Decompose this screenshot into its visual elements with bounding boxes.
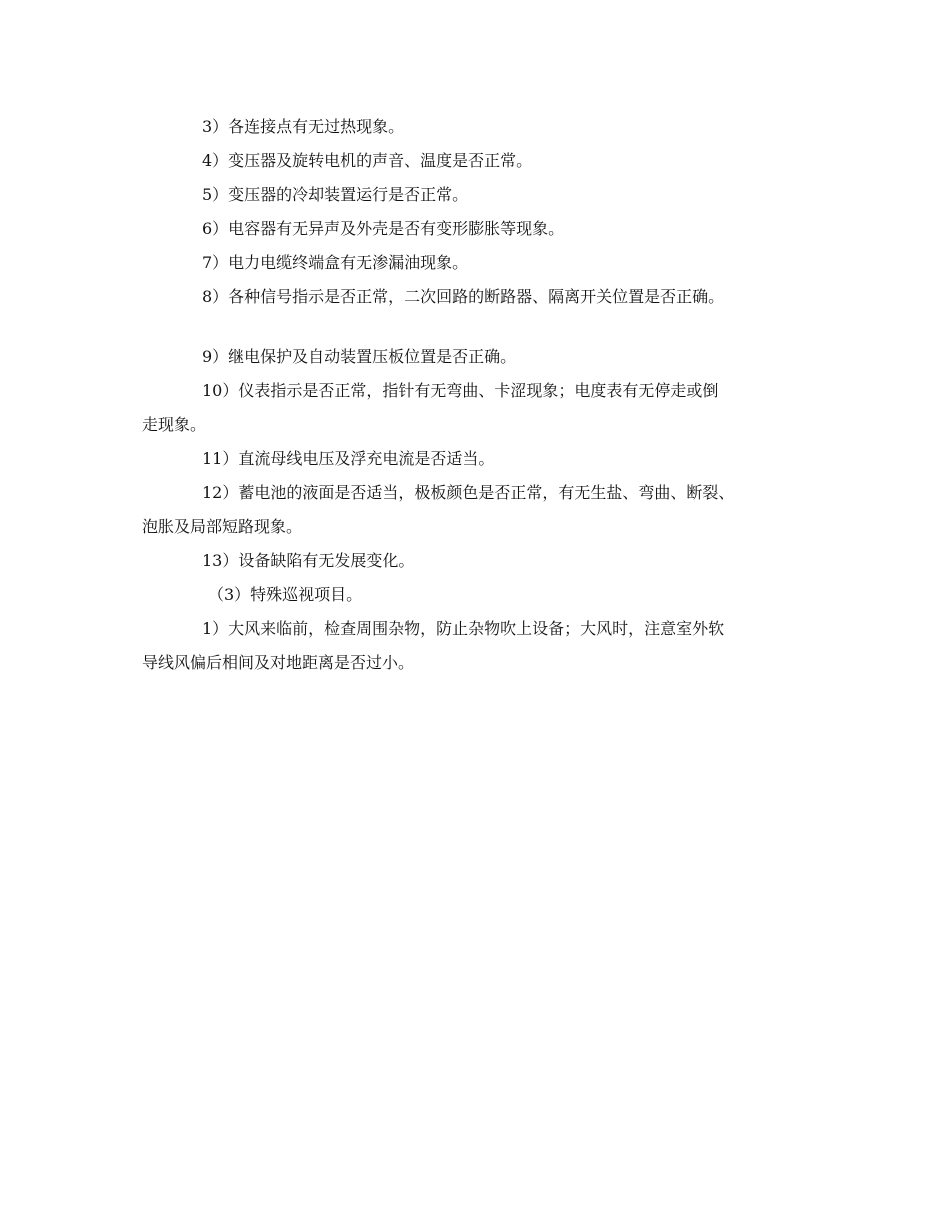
list-item: 6）电容器有无异声及外壳是否有变形膨胀等现象。 bbox=[202, 219, 565, 238]
list-item: 3）各连接点有无过热现象。 bbox=[202, 117, 405, 136]
list-item: 5）变压器的冷却装置运行是否正常。 bbox=[202, 185, 469, 204]
list-item-first-line: 1）大风来临前，检查周围杂物，防止杂物吹上设备；大风时，注意室外软 bbox=[202, 619, 725, 638]
list-item bbox=[142, 618, 822, 674]
list-item-continuation: 导线风偏后相间及对地距离是否过小。 bbox=[142, 653, 415, 672]
list-item-first-line: 12）蓄电池的液面是否适当，极板颜色是否正常，有无生盐、弯曲、断裂、 bbox=[202, 483, 735, 502]
list-item bbox=[142, 482, 822, 538]
document-body bbox=[142, 116, 822, 686]
list-item bbox=[142, 380, 822, 436]
list-item: 11）直流母线电压及浮充电流是否适当。 bbox=[202, 449, 495, 468]
list-item: 9）继电保护及自动装置压板位置是否正确。 bbox=[202, 347, 517, 366]
section-heading: （3）特殊巡视项目。 bbox=[208, 585, 363, 604]
list-item-continuation: 走现象。 bbox=[142, 415, 207, 434]
list-item: 8）各种信号指示是否正常，二次回路的断路器、隔离开关位置是否正确。 bbox=[202, 287, 725, 306]
list-item: 4）变压器及旋转电机的声音、温度是否正常。 bbox=[202, 151, 533, 170]
list-item: 7）电力电缆终端盒有无渗漏油现象。 bbox=[202, 253, 469, 272]
spacer bbox=[142, 320, 822, 346]
list-item-continuation: 泡胀及局部短路现象。 bbox=[142, 517, 303, 536]
list-item-first-line: 10）仪表指示是否正常，指针有无弯曲、卡涩现象；电度表有无停走或倒 bbox=[202, 381, 719, 400]
list-item: 13）设备缺陷有无发展变化。 bbox=[202, 551, 415, 570]
